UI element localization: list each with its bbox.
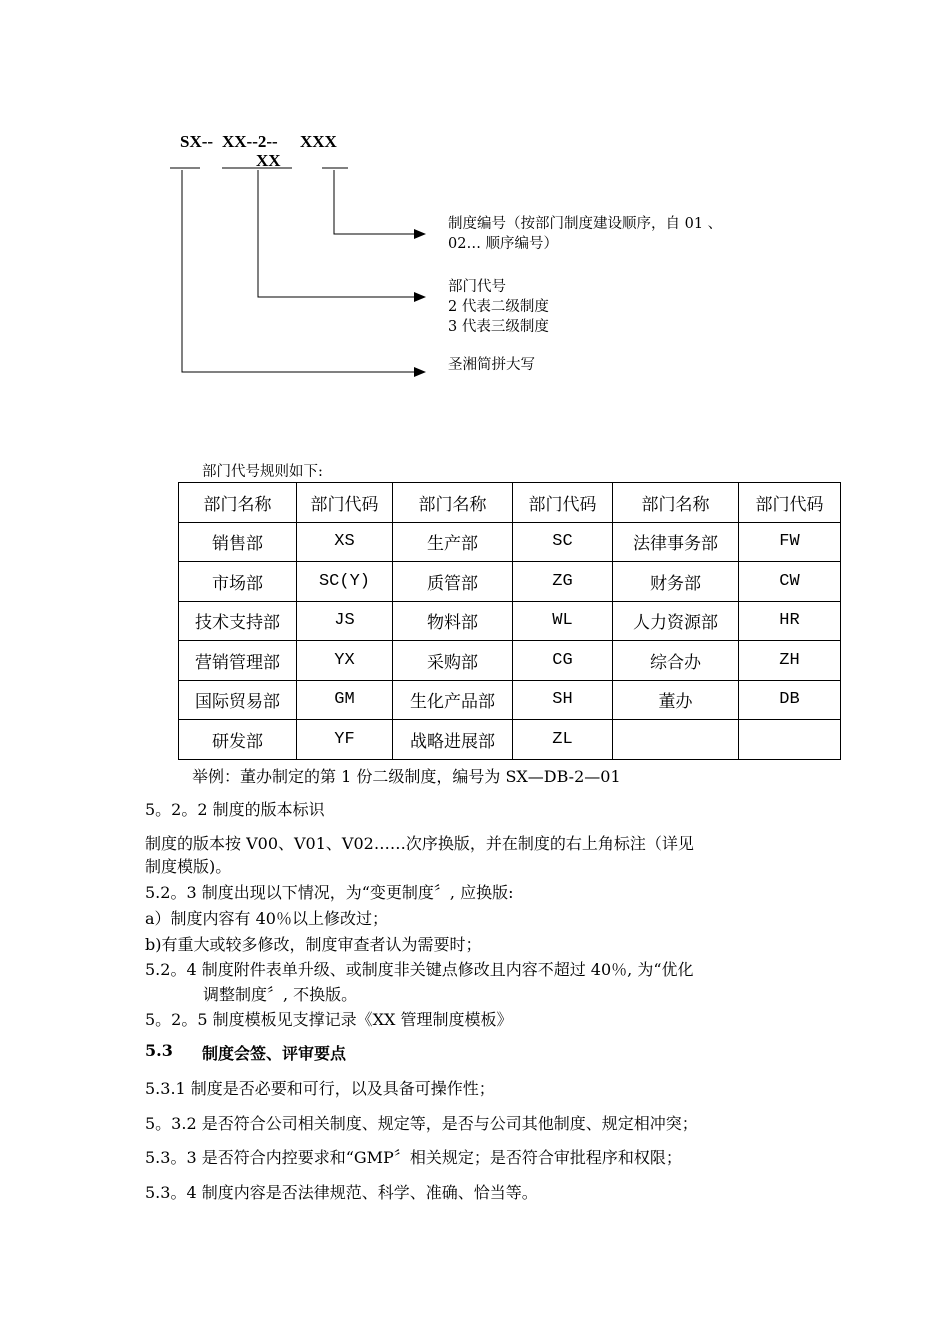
dept-name-cell: 财务部 bbox=[613, 562, 739, 602]
desc-prefix: 圣湘简拼大写 bbox=[448, 357, 535, 373]
dept-code-cell: YX bbox=[297, 641, 393, 681]
dept-code-cell: CG bbox=[513, 641, 613, 681]
section-522-title: 5。2。2 制度的版本标识 bbox=[145, 800, 325, 819]
code-part-prefix: SX-- bbox=[180, 132, 214, 151]
dept-code-cell: SC bbox=[513, 522, 613, 562]
header-cell: 部门代码 bbox=[297, 483, 393, 523]
arrowhead-prefix bbox=[414, 367, 426, 377]
arrowhead-serial bbox=[414, 229, 426, 239]
section-524-line1: 5.2。4 制度附件表单升级、或制度非关键点修改且内容不超过 40％, 为“优化 bbox=[145, 960, 694, 979]
dept-name-cell: 国际贸易部 bbox=[179, 680, 297, 720]
dept-name-cell: 董办 bbox=[613, 680, 739, 720]
dept-code-cell: SH bbox=[513, 680, 613, 720]
table-caption: 部门代号规则如下: bbox=[202, 464, 323, 480]
header-cell: 部门名称 bbox=[179, 483, 297, 523]
dept-name-cell: 生产部 bbox=[393, 522, 513, 562]
dept-code-cell: YF bbox=[297, 720, 393, 760]
header-cell: 部门代码 bbox=[513, 483, 613, 523]
dept-name-cell: 技术支持部 bbox=[179, 601, 297, 641]
desc-dept-line1: 部门代号 bbox=[448, 279, 506, 295]
dept-name-cell: 生化产品部 bbox=[393, 680, 513, 720]
dept-name-cell: 营销管理部 bbox=[179, 641, 297, 681]
section-533: 5.3。3 是否符合内控要求和“GMP〞相关规定；是否符合审批程序和权限； bbox=[145, 1148, 682, 1167]
dept-code-cell: ZG bbox=[513, 562, 613, 602]
section-525: 5。2。5 制度模板见支撑记录《XX 管理制度模板》 bbox=[145, 1010, 513, 1029]
dept-code-cell: DB bbox=[739, 680, 841, 720]
dept-name-cell: 战略进展部 bbox=[393, 720, 513, 760]
dept-code-cell bbox=[739, 720, 841, 760]
dept-name-cell: 法律事务部 bbox=[613, 522, 739, 562]
desc-serial-line1: 制度编号（按部门制度建设顺序，自 01 、 bbox=[448, 216, 723, 232]
desc-dept-line2: 2 代表二级制度 bbox=[448, 299, 549, 315]
dept-name-cell: 采购部 bbox=[393, 641, 513, 681]
section-53-title: 制度会签、评审要点 bbox=[202, 1044, 347, 1063]
code-part-serial: XXX bbox=[300, 132, 337, 151]
dept-code-cell: WL bbox=[513, 601, 613, 641]
dept-code-cell: ZL bbox=[513, 720, 613, 760]
dept-code-cell: JS bbox=[297, 601, 393, 641]
table-row bbox=[179, 720, 841, 760]
dept-name-cell: 市场部 bbox=[179, 562, 297, 602]
section-522-body-line1: 制度的版本按 V00、V01、V02……次序换版，并在制度的右上角标注（详见 bbox=[145, 834, 694, 853]
table-row bbox=[179, 641, 841, 681]
header-cell: 部门名称 bbox=[613, 483, 739, 523]
desc-serial-line2: 02… 顺序编号） bbox=[448, 236, 559, 252]
table-row bbox=[179, 680, 841, 720]
dept-code-cell: ZH bbox=[739, 641, 841, 681]
dept-name-cell: 研发部 bbox=[179, 720, 297, 760]
table-row bbox=[179, 562, 841, 602]
section-523-item-b: b)有重大或较多修改，制度审查者认为需要时； bbox=[145, 935, 482, 954]
arrowhead-dept bbox=[414, 292, 426, 302]
desc-dept-line3: 3 代表三级制度 bbox=[448, 319, 549, 335]
section-522-body-line2: 制度模版)。 bbox=[145, 857, 232, 876]
department-code-table bbox=[178, 482, 841, 760]
dept-code-cell: FW bbox=[739, 522, 841, 562]
dept-code-cell: CW bbox=[739, 562, 841, 602]
code-part-suffix: XX bbox=[256, 151, 281, 170]
section-531: 5.3.1 制度是否必要和可行，以及具备可操作性； bbox=[145, 1079, 495, 1098]
section-523-title: 5.2。3 制度出现以下情况，为“变更制度〞, 应换版: bbox=[145, 883, 514, 902]
code-part-dept-level: XX--2-- bbox=[222, 132, 278, 151]
header-cell: 部门代码 bbox=[739, 483, 841, 523]
dept-name-cell: 人力资源部 bbox=[613, 601, 739, 641]
section-53-number: 5.3 bbox=[145, 1041, 173, 1060]
dept-name-cell: 综合办 bbox=[613, 641, 739, 681]
connector-prefix bbox=[182, 170, 418, 372]
dept-code-cell: XS bbox=[297, 522, 393, 562]
section-523-item-a: a）制度内容有 40％以上修改过； bbox=[145, 909, 388, 928]
dept-name-cell: 销售部 bbox=[179, 522, 297, 562]
dept-code-cell: SC(Y) bbox=[297, 562, 393, 602]
connector-serial bbox=[334, 170, 418, 234]
section-532: 5。3.2 是否符合公司相关制度、规定等，是否与公司其他制度、规定相冲突； bbox=[145, 1114, 698, 1133]
dept-code-cell: GM bbox=[297, 680, 393, 720]
dept-code-cell: HR bbox=[739, 601, 841, 641]
header-cell: 部门名称 bbox=[393, 483, 513, 523]
dept-name-cell: 质管部 bbox=[393, 562, 513, 602]
example-line: 举例：董办制定的第 1 份二级制度，编号为 SX—DB-2—01 bbox=[192, 767, 621, 786]
section-524-line2: 调整制度〞, 不换版。 bbox=[203, 985, 358, 1004]
dept-name-cell bbox=[613, 720, 739, 760]
table-header-row bbox=[179, 483, 841, 523]
table-row bbox=[179, 601, 841, 641]
dept-name-cell: 物料部 bbox=[393, 601, 513, 641]
section-534: 5.3。4 制度内容是否法律规范、科学、准确、恰当等。 bbox=[145, 1183, 538, 1202]
table-row bbox=[179, 522, 841, 562]
